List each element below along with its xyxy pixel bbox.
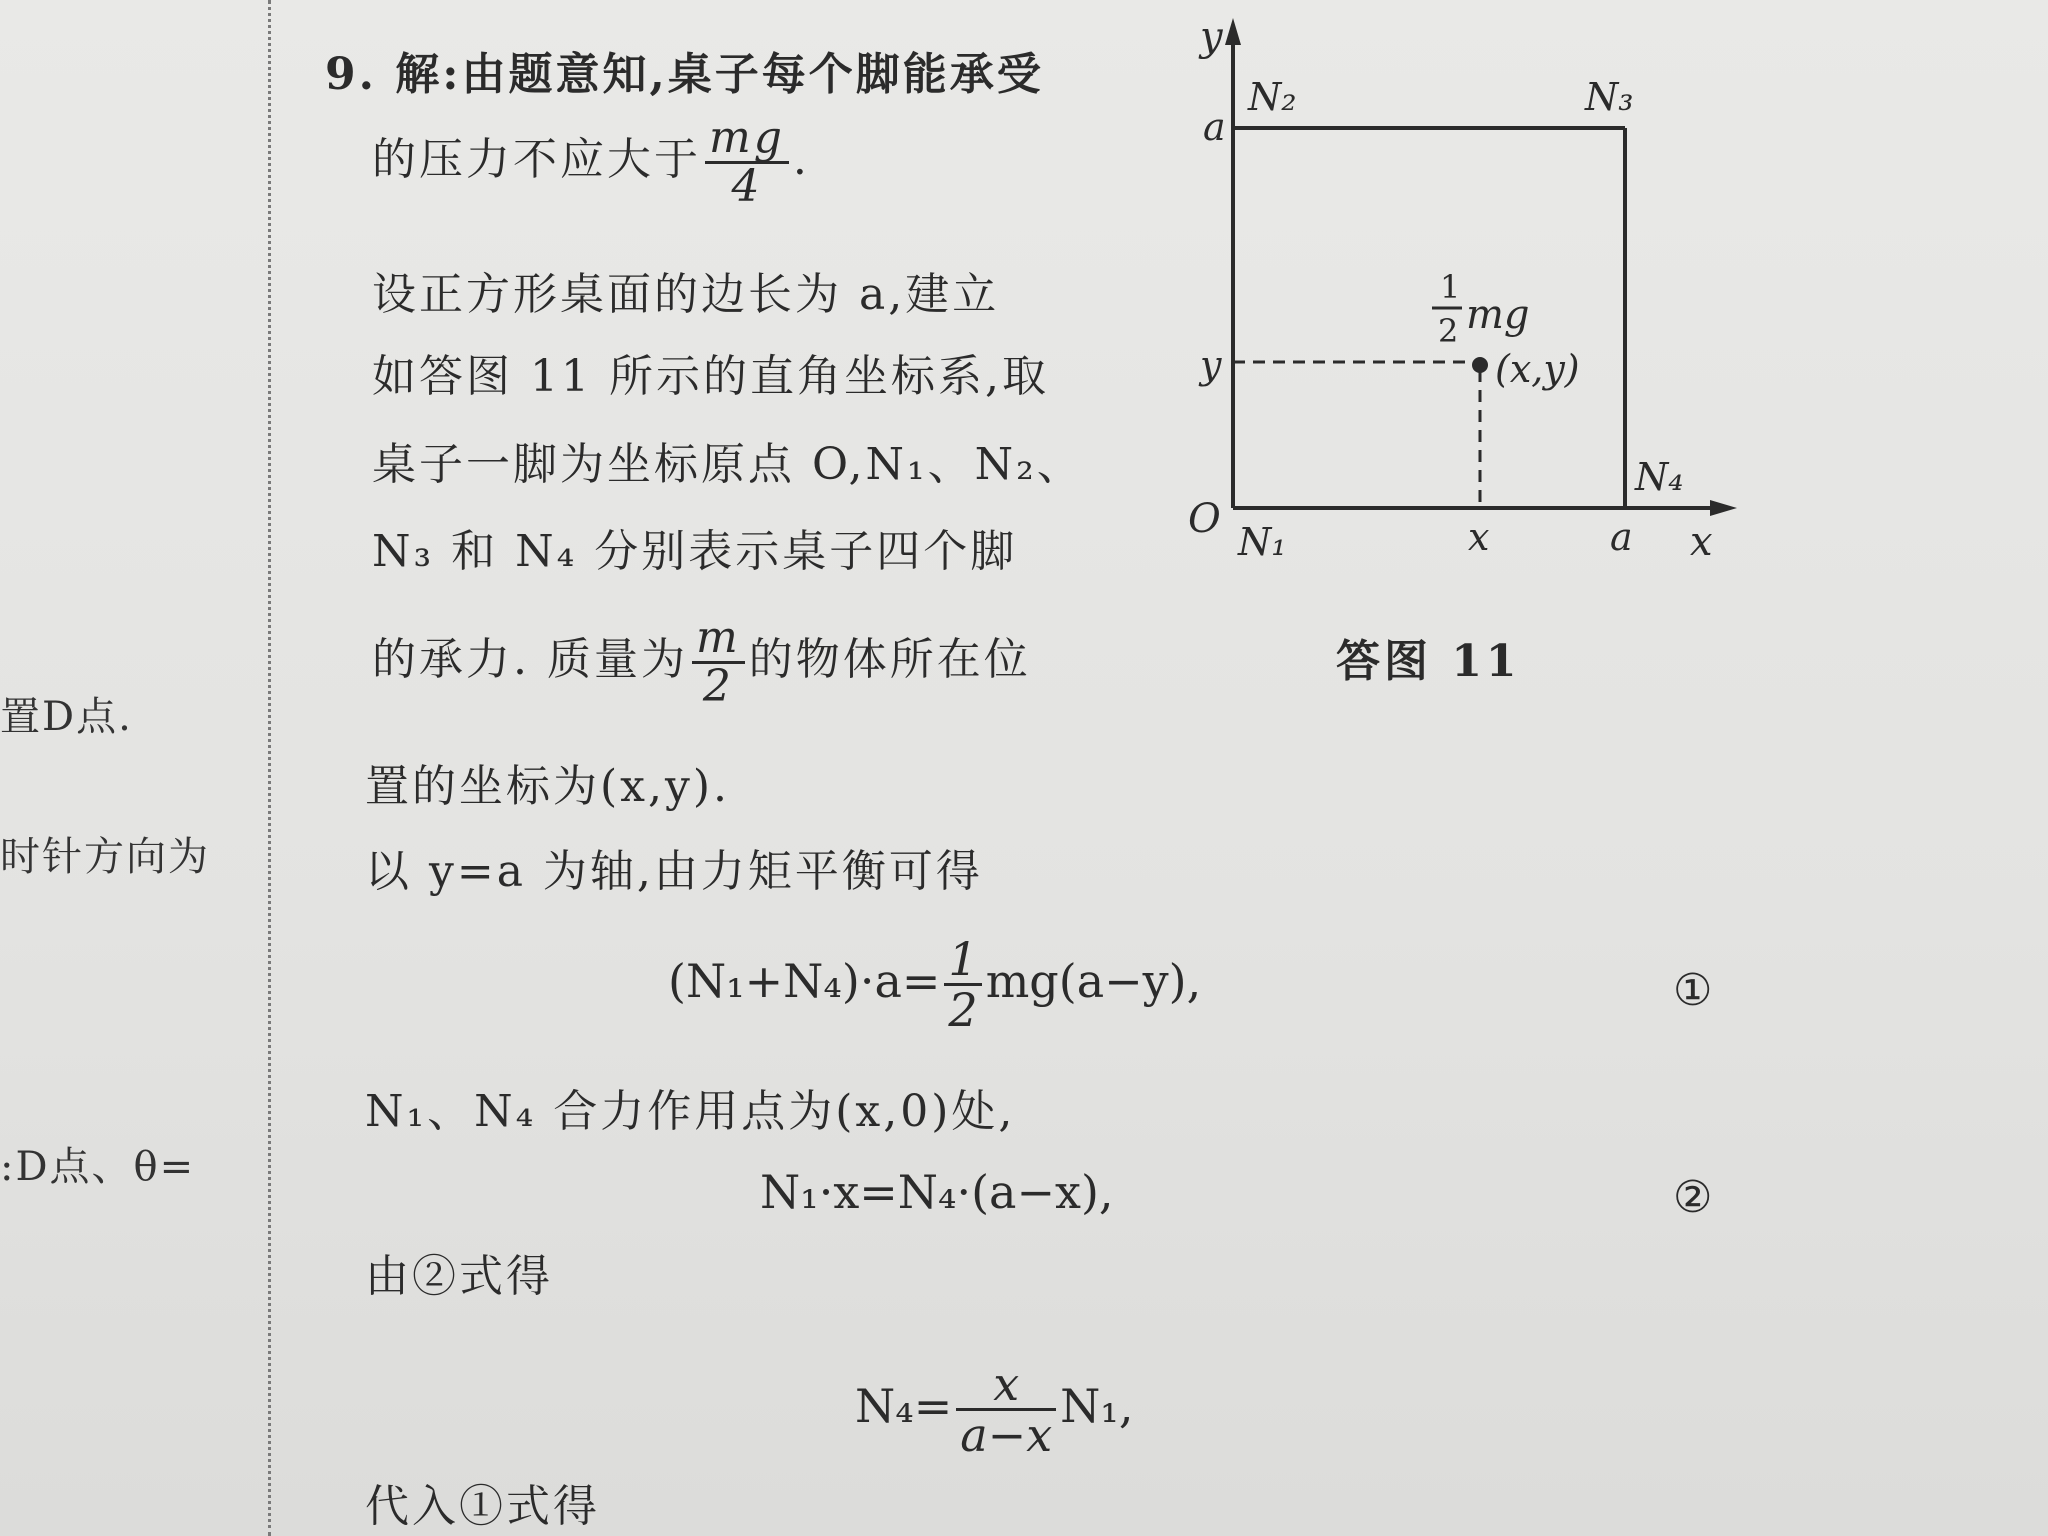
- fraction-numerator: 1: [944, 935, 981, 986]
- margin-note-1: 置D点.: [0, 694, 133, 740]
- eq3-left: N₄=: [855, 1378, 953, 1433]
- fraction-numerator: x: [956, 1360, 1056, 1411]
- eq3-right: N₁,: [1060, 1378, 1134, 1433]
- solution-line-7: [372, 612, 1031, 713]
- leg-label-n2: N₂: [1248, 75, 1297, 119]
- margin-note-2: 时针方向为: [0, 834, 210, 880]
- equation-1: [668, 932, 1202, 1038]
- equation-number-2: ②: [1673, 1172, 1713, 1223]
- solution-line-2: [372, 112, 810, 213]
- x-axis-arrow: [1710, 500, 1737, 516]
- leg-label-n1: N₁: [1238, 520, 1287, 564]
- fraction-denominator: 2: [702, 661, 734, 713]
- origin-label: O: [1188, 496, 1221, 542]
- solution-line-3: 设正方形桌面的边长为 a,建立: [372, 269, 1000, 320]
- line2-text: 的压力不应大于: [372, 134, 701, 186]
- solution-line-11: 由②式得: [365, 1251, 553, 1302]
- solution-line-10: N₁、N₄ 合力作用点为(x,0)处,: [365, 1086, 1016, 1137]
- axis-label-y: y: [1200, 14, 1223, 60]
- fraction-mg-over-4: [705, 112, 789, 213]
- line7-end: 的物体所在位: [748, 634, 1031, 686]
- eq1-fraction: [944, 932, 981, 1038]
- margin-note-3: :D点、θ=: [0, 1144, 196, 1190]
- mass-point: [1472, 357, 1488, 373]
- solution-line-9: 以 y=a 为轴,由力矩平衡可得: [365, 846, 983, 897]
- tick-label-x: x: [1468, 515, 1490, 559]
- leg-label-n4: N₄: [1635, 455, 1684, 499]
- leg-label-n3: N₃: [1585, 75, 1634, 119]
- solution-line-1: 9. 解:由题意知,桌子每个脚能承受: [325, 49, 1044, 100]
- tick-label-y: y: [1200, 343, 1222, 387]
- equation-number-1: ①: [1673, 965, 1713, 1016]
- equation-2: N₁·x=N₄·(a−x),: [760, 1165, 1114, 1219]
- equation-3: [855, 1357, 1134, 1463]
- fraction-numerator: mg: [705, 115, 789, 164]
- column-divider: [268, 0, 271, 1536]
- fraction-denominator: 2: [948, 983, 978, 1038]
- y-axis-arrow: [1225, 18, 1241, 45]
- figure-caption: 答图 11: [1336, 636, 1521, 687]
- fraction-denominator: a−x: [960, 1408, 1053, 1463]
- fraction-m-over-2: [692, 612, 745, 713]
- tick-label-a-right: a: [1610, 515, 1633, 559]
- solution-line-8: 置的坐标为(x,y).: [365, 761, 730, 812]
- coordinate-figure: [1170, 10, 1750, 570]
- solution-line-5: 桌子一脚为坐标原点 O,N₁、N₂、: [372, 439, 1084, 490]
- fraction-denominator: 4: [731, 161, 763, 213]
- eq1-right: mg(a−y),: [985, 953, 1202, 1008]
- eq3-fraction: [956, 1357, 1056, 1463]
- force-numerator: 1: [1440, 268, 1461, 306]
- force-label: mg: [1466, 292, 1530, 338]
- force-denominator: 2: [1438, 312, 1459, 350]
- solution-line-4: 如答图 11 所示的直角坐标系,取: [372, 351, 1049, 402]
- solution-line-6: N₃ 和 N₄ 分别表示桌子四个脚: [372, 526, 1018, 577]
- point-coordinate-label: (x,y): [1495, 347, 1580, 391]
- line2-end: .: [792, 134, 810, 186]
- axis-label-x: x: [1690, 519, 1713, 565]
- line7-text: 的承力. 质量为: [372, 634, 688, 686]
- eq1-left: (N₁+N₄)·a=: [668, 953, 941, 1008]
- tick-label-a-top: a: [1203, 105, 1226, 149]
- fraction-numerator: m: [692, 615, 745, 664]
- solution-line-12: 代入①式得: [365, 1481, 600, 1532]
